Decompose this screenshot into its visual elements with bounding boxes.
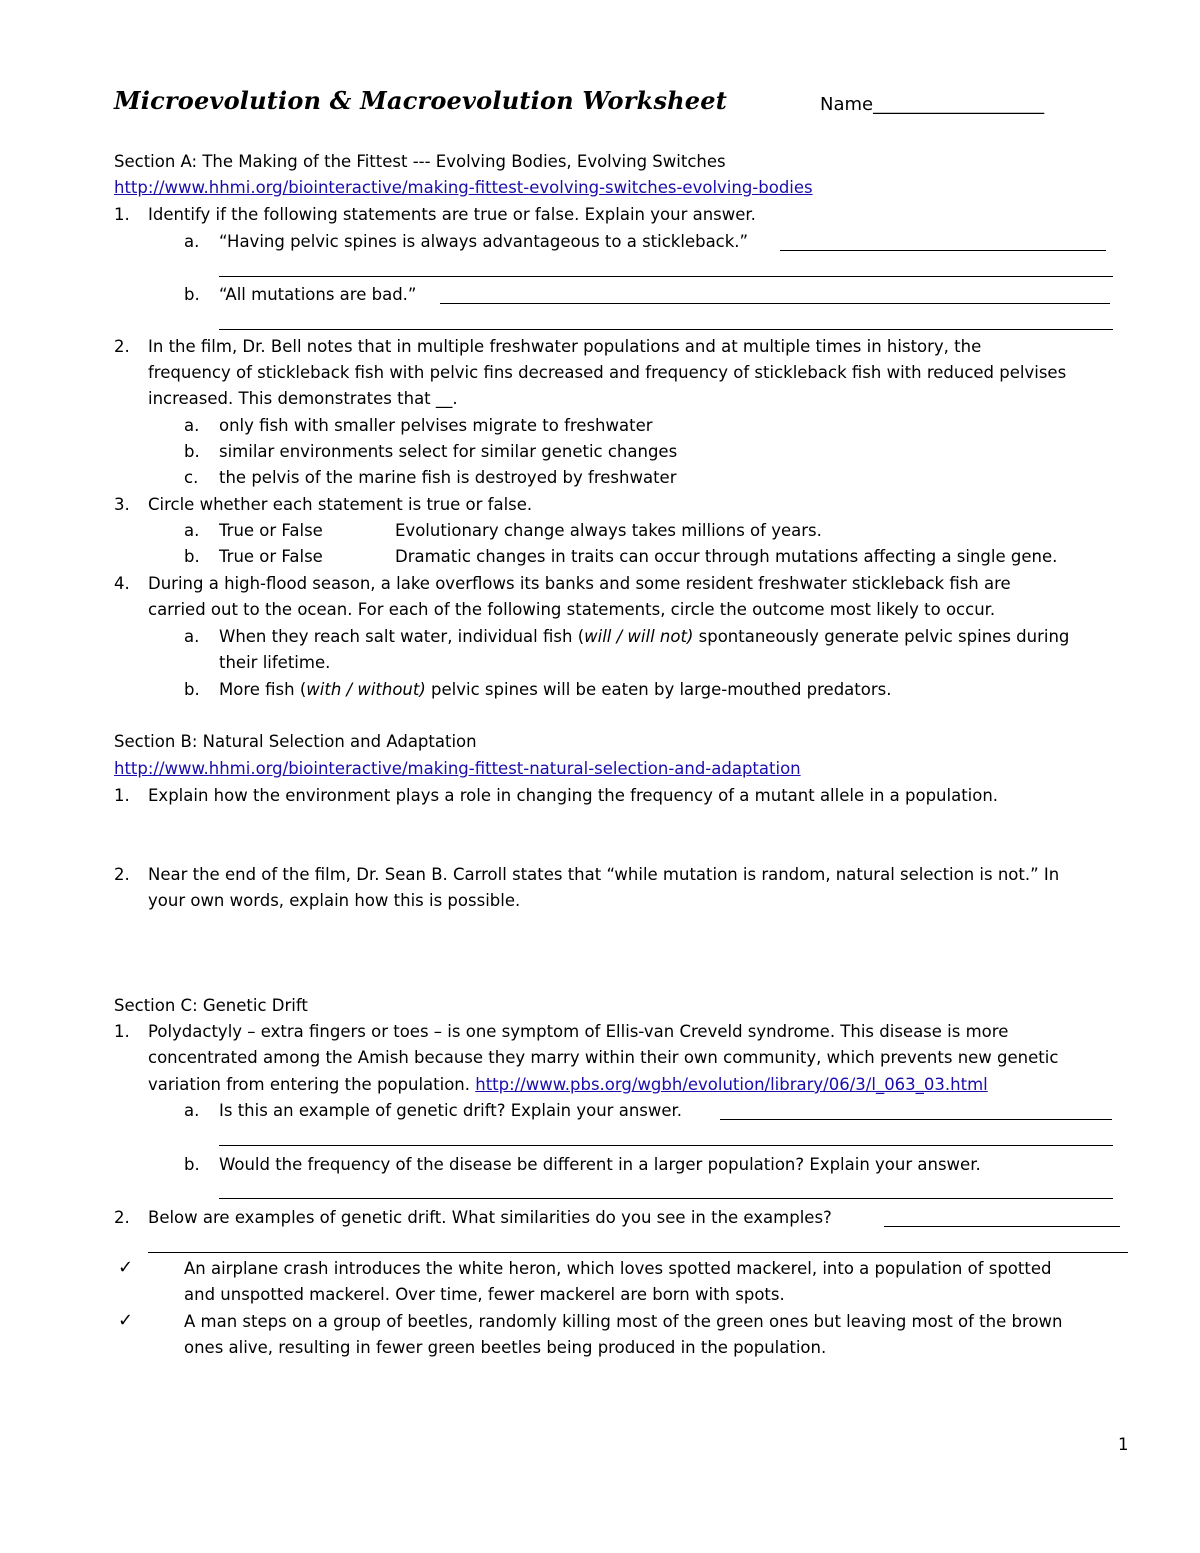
a-q2-option-text: similar environments select for similar genetic changes (219, 442, 678, 461)
check-icon: ✓ (118, 1310, 134, 1331)
a-q4b-pre: More fish ( (219, 680, 307, 699)
section-b-heading: Section B: Natural Selection and Adaptation (114, 732, 477, 751)
b-q2-line1: Near the end of the film, Dr. Sean B. Carroll states that “while mutation is random, natural selection is not.” In (148, 865, 1060, 884)
a-q4a-text (219, 627, 1069, 646)
a-q3-item-text: Dramatic changes in traits can occur through mutations affecting a single gene. (395, 547, 1058, 566)
check-icon: ✓ (118, 1257, 134, 1278)
answer-line[interactable] (148, 1252, 1128, 1253)
a-q3-item-letter: a. (184, 521, 200, 540)
c-q1-line3-text: variation from entering the population. (148, 1075, 470, 1094)
answer-line[interactable] (884, 1226, 1120, 1227)
true-false-choice[interactable]: True or False (219, 521, 323, 540)
a-q2-option-letter: c. (184, 468, 199, 487)
a-q4a-letter: a. (184, 627, 200, 646)
b-q2-line2: your own words, explain how this is possible. (148, 891, 521, 910)
a-q1-text: Identify if the following statements are true or false. Explain your answer. (148, 205, 756, 224)
a-q3-number: 3. (114, 495, 130, 514)
b-q1-text: Explain how the environment plays a role in changing the frequency of a mutant allele in a population. (148, 786, 999, 805)
c-q1-line2: concentrated among the Amish because they marry within their own community, which prevents new genetic (148, 1048, 1059, 1067)
c-q1a-text: Is this an example of genetic drift? Explain your answer. (219, 1101, 683, 1120)
answer-line[interactable] (720, 1119, 1112, 1120)
c-q2-text: Below are examples of genetic drift. What similarities do you see in the examples? (148, 1208, 832, 1227)
a-q2-number: 2. (114, 337, 130, 356)
answer-line[interactable] (219, 1198, 1113, 1199)
c-q1-line1: Polydactyly – extra fingers or toes – is one symptom of Ellis-van Creveld syndrome. This disease is more (148, 1022, 1009, 1041)
a-q3-item-letter: b. (184, 547, 200, 566)
c-q2-example2-line1: A man steps on a group of beetles, randomly killing most of the green ones but leaving most of the brown (184, 1312, 1063, 1331)
a-q4b-text (219, 680, 891, 699)
b-q1-number: 1. (114, 786, 130, 805)
c-q2-example1-line2: and unspotted mackerel. Over time, fewer mackerel are born with spots. (184, 1285, 785, 1304)
page-number: 1 (1118, 1435, 1129, 1454)
a-q4b-letter: b. (184, 680, 200, 699)
worksheet-title: Microevolution & Macroevolution Worksheet (114, 86, 728, 115)
a-q1a-letter: a. (184, 232, 200, 251)
answer-line[interactable] (440, 303, 1110, 304)
c-q1-line3 (148, 1075, 988, 1094)
section-b-link[interactable]: http://www.hhmi.org/biointeractive/making-fittest-natural-selection-and-adaptation (114, 759, 801, 778)
a-q1b-letter: b. (184, 285, 200, 304)
true-false-choice[interactable]: True or False (219, 547, 323, 566)
a-q2-line3: increased. This demonstrates that __. (148, 389, 458, 408)
answer-line[interactable] (219, 276, 1113, 277)
name-field[interactable]: Name___________________ (820, 94, 1045, 115)
c-q2-example2-line2: ones alive, resulting in fewer green beetles being produced in the population. (184, 1338, 827, 1357)
answer-line[interactable] (780, 250, 1106, 251)
answer-line[interactable] (219, 329, 1113, 330)
will-will-not-choice[interactable]: will / will not) (584, 627, 694, 646)
a-q2-line1: In the film, Dr. Bell notes that in multiple freshwater populations and at multiple times in history, the (148, 337, 982, 356)
a-q4-line1: During a high-flood season, a lake overflows its banks and some resident freshwater stickleback fish are (148, 574, 1011, 593)
c-q1b-text: Would the frequency of the disease be different in a larger population? Explain your answer. (219, 1155, 981, 1174)
a-q4b-post: pelvic spines will be eaten by large-mouthed predators. (425, 680, 892, 699)
with-without-choice[interactable]: with / without) (306, 680, 426, 699)
c-q1a-letter: a. (184, 1101, 200, 1120)
a-q3-item-text: Evolutionary change always takes millions of years. (395, 521, 822, 540)
c-q2-example1-line1: An airplane crash introduces the white heron, which loves spotted mackerel, into a population of spotted (184, 1259, 1052, 1278)
a-q4-line2: carried out to the ocean. For each of the following statements, circle the outcome most likely to occur. (148, 600, 996, 619)
c-q2-number: 2. (114, 1208, 130, 1227)
a-q2-line2: frequency of stickleback fish with pelvic fins decreased and frequency of stickleback fish with reduced pelvises (148, 363, 1067, 382)
section-c-heading: Section C: Genetic Drift (114, 996, 308, 1015)
a-q4a-line2: their lifetime. (219, 653, 331, 672)
a-q3-text: Circle whether each statement is true or false. (148, 495, 533, 514)
a-q4a-post: spontaneously generate pelvic spines during (693, 627, 1070, 646)
a-q4-number: 4. (114, 574, 130, 593)
a-q4a-pre: When they reach salt water, individual fish ( (219, 627, 585, 646)
a-q1a-text: “Having pelvic spines is always advantageous to a stickleback.” (219, 232, 749, 251)
answer-line[interactable] (219, 1145, 1113, 1146)
b-q2-number: 2. (114, 865, 130, 884)
c-q1-number: 1. (114, 1022, 130, 1041)
a-q2-option-letter: a. (184, 416, 200, 435)
a-q2-option-letter: b. (184, 442, 200, 461)
a-q1-number: 1. (114, 205, 130, 224)
c-q1b-letter: b. (184, 1155, 200, 1174)
pbs-link[interactable]: http://www.pbs.org/wgbh/evolution/library/06/3/l_063_03.html (475, 1075, 988, 1094)
section-a-link[interactable]: http://www.hhmi.org/biointeractive/making-fittest-evolving-switches-evolving-bodies (114, 178, 813, 197)
a-q2-option-text: only fish with smaller pelvises migrate to freshwater (219, 416, 653, 435)
section-a-heading: Section A: The Making of the Fittest --- Evolving Bodies, Evolving Switches (114, 152, 726, 171)
a-q2-option-text: the pelvis of the marine fish is destroyed by freshwater (219, 468, 677, 487)
a-q1b-text: “All mutations are bad.” (219, 285, 417, 304)
